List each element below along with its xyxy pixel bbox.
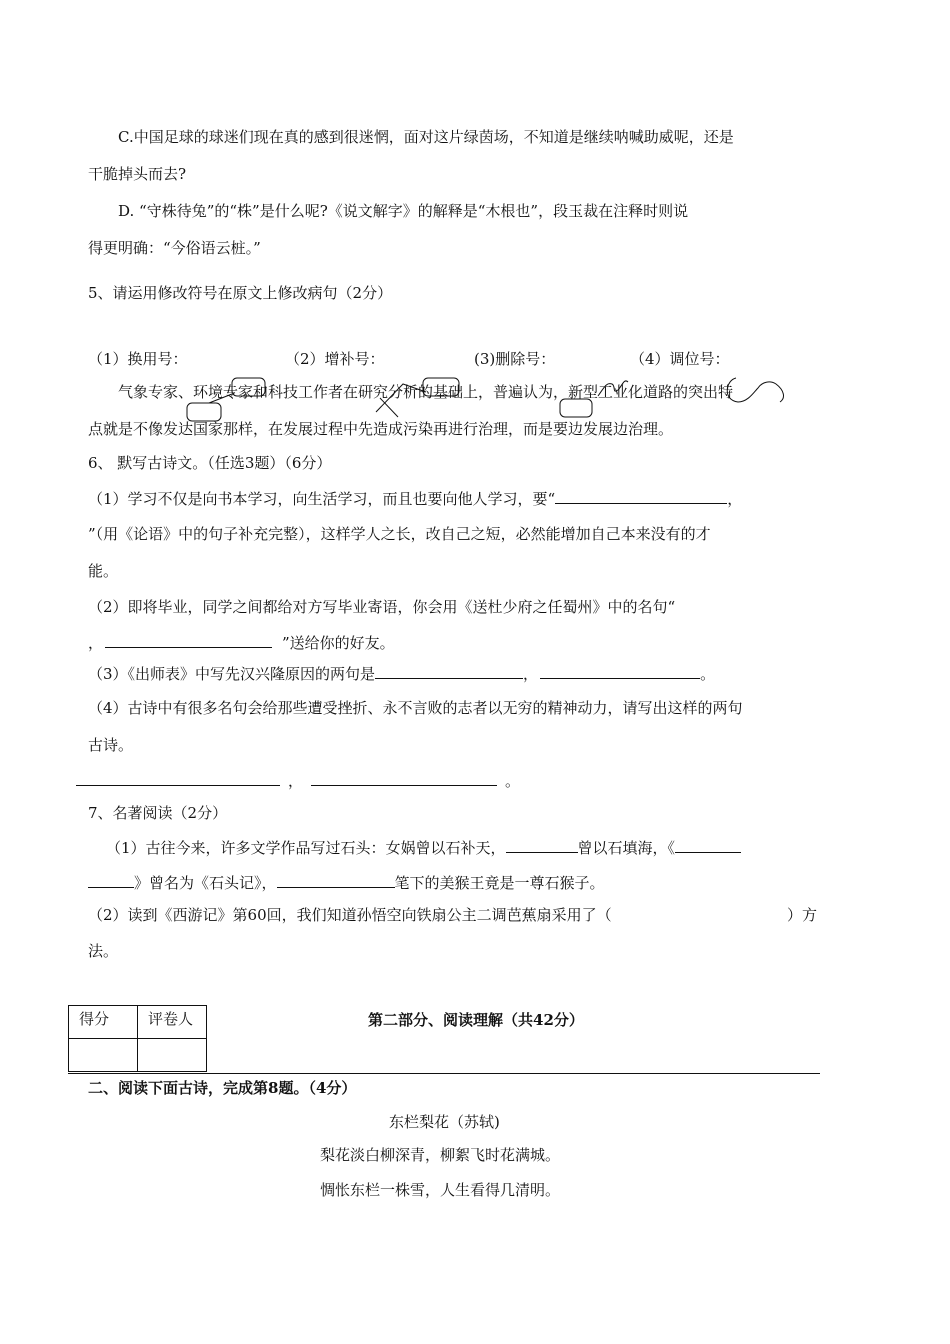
section2-title: 二、阅读下面古诗，完成第8题。（4分） [88,1079,357,1097]
transpose-mark-loop [727,378,783,402]
q7-item1-text-mid: 曾以石填海，《 [577,839,676,857]
q6-item4-blank-2[interactable] [311,770,497,786]
q4-option-c-line1: C.中国足球的球迷们现在真的感到很迷惘，面对这片绿茵场，不知道是继续呐喊助威呢，还是 [118,128,734,146]
replace-mark-box-2 [187,403,221,421]
q7-item2-line2: 法。 [88,942,119,960]
q6-item3-text: （3）《出师表》中写先汉兴隆原因的两句是 [88,665,376,683]
delete-mark-squiggle [598,381,628,396]
q6-item1-line3: 能。 [88,562,119,580]
q6-title: 6、 默写古诗文。（任选3题）（6分） [88,454,332,472]
q4-option-c-line2: 干脆掉头而去? [88,165,187,183]
q7-item1-text-end: 笔下的美猴王竟是一尊石猴子。 [394,874,605,892]
insert-mark-tick [380,398,398,417]
q6-item4-period: 。 [505,772,521,790]
q6-item3-blank-1[interactable] [375,663,523,679]
q5-text-line2: 点就是不像发达国家那样，在发展过程中先造成污染再进行治理，而是要边发展边治理。 [88,420,674,438]
score-header: 得分 [69,1006,138,1039]
poem-line2: 惆怅东栏一株雪，人生看得几清明。 [320,1181,561,1199]
score-cell[interactable] [69,1039,138,1072]
part2-heading: 第二部分、阅读理解（共42分） [368,1011,584,1029]
grader-cell[interactable] [138,1039,207,1072]
q7-item1-blank-3[interactable] [277,872,395,888]
part2-divider [68,1073,820,1074]
q7-item1-line2 [88,872,605,893]
q5-symbol-insert: （2）增补号： [285,350,385,368]
q6-item4-line2: 古诗。 [88,736,134,754]
replace-mark-box-1 [232,378,265,396]
q5-symbol-delete: (3)删除号： [474,350,556,368]
q6-item3-comma: ， [523,665,539,683]
q6-item3-line [88,663,715,684]
q7-title: 7、名著阅读（2分） [88,804,228,822]
grader-header: 评卷人 [138,1006,207,1039]
q6-item1-text: （1）学习不仅是向书本学习，向生活学习，而且也要向他人学习，要“ [88,490,556,508]
q6-item3-blank-2[interactable] [540,663,700,679]
q6-item1-line1 [88,488,742,509]
q6-item4-line1: （4）古诗中有很多名句会给那些遭受挫折、永不言败的志者以无穷的精神动力，请写出这样的两句 [88,699,743,717]
q4-option-d-line2: 得更明确：“今俗语云桩。” [88,239,261,257]
delete-mark-box [560,399,592,417]
q7-item1-blank-2b[interactable] [88,872,134,888]
q6-item1-line2: ”（用《论语》中的句子补充完整），这样学人之长，改自己之短，必然能增加自己本来没有的才 [88,525,711,543]
q7-item1-text-book: 》曾名为《石头记》， [134,874,277,892]
replace-mark-link [209,394,232,403]
q5-title: 5、请运用修改符号在原文上修改病句（2分） [88,284,393,302]
q6-item2-text-end: ”送给你的好友。 [282,634,395,652]
q5-symbol-transpose: （4）调位号： [630,350,730,368]
insert-mark-box [423,378,459,396]
q6-item3-period: 。 [700,665,716,683]
poem-title: 东栏梨花（苏轼) [389,1113,500,1131]
q6-item4-answer-line [76,770,520,791]
q4-option-d-line1: D. “守株待兔”的“株”是什么呢?《说文解字》的解释是“木根也”，段玉裁在注释时则说 [118,202,689,220]
q6-item2-line1: （2）即将毕业，同学之间都给对方写毕业寄语，你会用《送杜少府之任蜀州》中的名句“ [88,598,676,616]
q7-item1-blank-2a[interactable] [675,837,741,853]
q7-item1-text: （1）古往今来，许多文学作品写过石头：女娲曾以石补天， [106,839,506,857]
q7-item1-blank-1[interactable] [506,837,578,853]
q6-item4-blank-1[interactable] [76,770,280,786]
q7-item2-close: ）方 [787,906,818,924]
q7-item2-line1: （2）读到《西游记》第60回，我们知道孙悟空向铁扇公主二调芭蕉扇采用了（ [88,906,612,924]
score-table [68,1005,207,1072]
q6-item2-line2 [88,632,395,653]
q6-item2-comma: ， [88,634,104,652]
q6-item1-comma: ， [727,490,743,508]
q6-item2-blank[interactable] [105,632,272,648]
q5-symbol-replace: （1）换用号： [88,350,188,368]
insert-mark-line [376,384,426,412]
q7-item1-line1 [106,837,741,858]
q5-text-line1: 气象专家、环境专家和科技工作者在研究分析的基础上，普遍认为，新型工业化道路的突出特 [118,383,734,401]
poem-line1: 梨花淡白柳深青，柳絮飞时花满城。 [320,1146,561,1164]
q6-item1-blank-1[interactable] [555,488,727,504]
q6-item4-comma: ， [288,772,304,790]
